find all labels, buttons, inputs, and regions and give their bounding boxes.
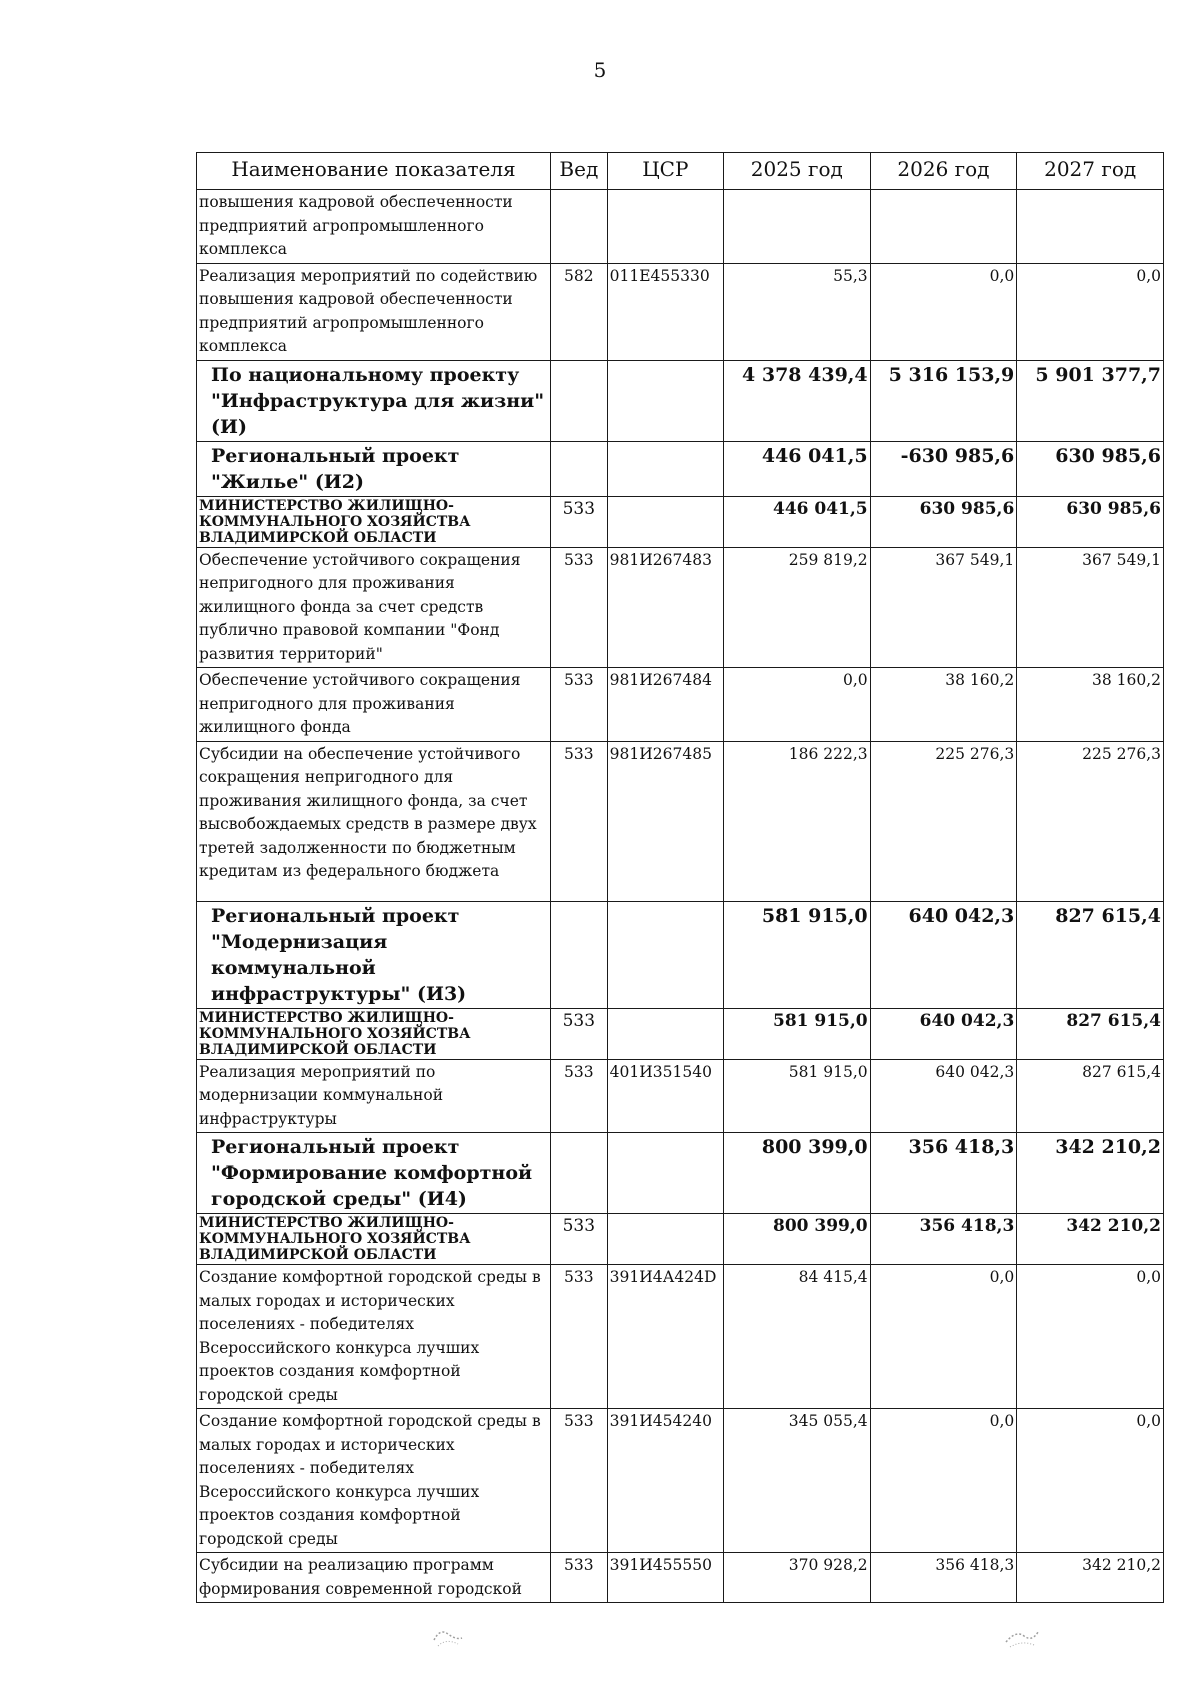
cell-ved: 533 <box>551 1008 608 1059</box>
cell-ved: 533 <box>551 1059 608 1133</box>
table-row <box>197 360 1164 441</box>
cell-year-2025 <box>723 190 870 264</box>
cell-ved: 582 <box>551 263 608 360</box>
cell-indicator-name: Субсидии на реализацию программ формирования современной городской <box>197 1553 551 1603</box>
cell-year-2026: 5 316 153,9 <box>870 360 1017 441</box>
cell-year-2026: 225 276,3 <box>870 741 1017 901</box>
table-row <box>197 668 1164 742</box>
cell-csr: 981И267484 <box>607 668 723 742</box>
cell-indicator-name: МИНИСТЕРСТВО ЖИЛИЩНО-КОММУНАЛЬНОГО ХОЗЯЙСТВА ВЛАДИМИРСКОЙ ОБЛАСТИ <box>197 1214 551 1265</box>
cell-year-2026: 640 042,3 <box>870 1059 1017 1133</box>
header-ved: Вед <box>551 153 608 190</box>
cell-year-2026: 367 549,1 <box>870 547 1017 668</box>
cell-year-2026: 38 160,2 <box>870 668 1017 742</box>
cell-year-2027: 827 615,4 <box>1017 1008 1164 1059</box>
cell-year-2027: 225 276,3 <box>1017 741 1164 901</box>
table-row <box>197 441 1164 496</box>
cell-csr <box>607 496 723 547</box>
table-header-row <box>197 153 1164 190</box>
cell-csr <box>607 441 723 496</box>
page-number: 5 <box>593 58 607 82</box>
cell-indicator-name: Субсидии на обеспечение устойчивого сокращения непригодного для проживания жилищного фонда, за счет высвобождаемых средств в размере двух третей задолженности по бюджетным кредитам из федерального бюджета <box>197 741 551 901</box>
cell-ved: 533 <box>551 741 608 901</box>
cell-ved <box>551 441 608 496</box>
cell-ved: 533 <box>551 1214 608 1265</box>
cell-year-2025: 800 399,0 <box>723 1133 870 1214</box>
cell-year-2025: 581 915,0 <box>723 1059 870 1133</box>
cell-indicator-name: Создание комфортной городской среды в малых городах и исторических поселениях - победителях Всероссийского конкурса лучших проектов создания комфортной городской среды <box>197 1265 551 1409</box>
cell-year-2025: 0,0 <box>723 668 870 742</box>
table-row <box>197 741 1164 901</box>
cell-indicator-name: повышения кадровой обеспеченности предприятий агропромышленного комплекса <box>197 190 551 264</box>
cell-year-2027: 342 210,2 <box>1017 1133 1164 1214</box>
table-row <box>197 1059 1164 1133</box>
cell-indicator-name: Обеспечение устойчивого сокращения непригодного для проживания жилищного фонда <box>197 668 551 742</box>
cell-indicator-name: Обеспечение устойчивого сокращения непригодного для проживания жилищного фонда за счет средств публично правовой компании "Фонд развития территорий" <box>197 547 551 668</box>
table-row <box>197 496 1164 547</box>
cell-csr <box>607 190 723 264</box>
cell-year-2025: 84 415,4 <box>723 1265 870 1409</box>
cell-year-2027: 0,0 <box>1017 1409 1164 1553</box>
table-row <box>197 1265 1164 1409</box>
cell-year-2026: 356 418,3 <box>870 1553 1017 1603</box>
table-body <box>197 190 1164 1603</box>
cell-year-2025: 4 378 439,4 <box>723 360 870 441</box>
cell-ved: 533 <box>551 547 608 668</box>
header-year-2027: 2027 год <box>1017 153 1164 190</box>
cell-indicator-name: Региональный проект "Модернизация коммунальной инфраструктуры" (И3) <box>197 901 551 1008</box>
budget-table-container <box>196 152 1164 1603</box>
cell-indicator-name: Создание комфортной городской среды в малых городах и исторических поселениях - победителях Всероссийского конкурса лучших проектов создания комфортной городской среды <box>197 1409 551 1553</box>
cell-year-2026: 630 985,6 <box>870 496 1017 547</box>
cell-ved <box>551 901 608 1008</box>
scan-smudge-mark <box>1002 1620 1040 1650</box>
cell-indicator-name: По национальному проекту "Инфраструктура для жизни" (И) <box>197 360 551 441</box>
cell-year-2025: 581 915,0 <box>723 901 870 1008</box>
cell-year-2027: 0,0 <box>1017 263 1164 360</box>
table-row <box>197 547 1164 668</box>
cell-year-2027: 827 615,4 <box>1017 901 1164 1008</box>
header-csr: ЦСР <box>607 153 723 190</box>
cell-year-2025: 581 915,0 <box>723 1008 870 1059</box>
cell-indicator-name: МИНИСТЕРСТВО ЖИЛИЩНО-КОММУНАЛЬНОГО ХОЗЯЙСТВА ВЛАДИМИРСКОЙ ОБЛАСТИ <box>197 496 551 547</box>
table-row <box>197 1008 1164 1059</box>
cell-year-2027: 38 160,2 <box>1017 668 1164 742</box>
cell-year-2026: -630 985,6 <box>870 441 1017 496</box>
cell-indicator-name: Реализация мероприятий по модернизации коммунальной инфраструктуры <box>197 1059 551 1133</box>
cell-year-2026 <box>870 190 1017 264</box>
cell-year-2026: 0,0 <box>870 263 1017 360</box>
cell-indicator-name: Региональный проект "Жилье" (И2) <box>197 441 551 496</box>
cell-year-2026: 640 042,3 <box>870 1008 1017 1059</box>
cell-ved: 533 <box>551 496 608 547</box>
cell-year-2025: 55,3 <box>723 263 870 360</box>
cell-csr: 981И267483 <box>607 547 723 668</box>
cell-year-2026: 0,0 <box>870 1265 1017 1409</box>
cell-year-2026: 356 418,3 <box>870 1133 1017 1214</box>
cell-year-2025: 370 928,2 <box>723 1553 870 1603</box>
cell-year-2027 <box>1017 190 1164 264</box>
cell-year-2027: 342 210,2 <box>1017 1553 1164 1603</box>
cell-year-2027: 5 901 377,7 <box>1017 360 1164 441</box>
table-row <box>197 190 1164 264</box>
cell-ved: 533 <box>551 1553 608 1603</box>
cell-csr: 391И454240 <box>607 1409 723 1553</box>
cell-indicator-name: Региональный проект "Формирование комфортной городской среды" (И4) <box>197 1133 551 1214</box>
cell-year-2027: 827 615,4 <box>1017 1059 1164 1133</box>
cell-csr <box>607 360 723 441</box>
cell-csr <box>607 1008 723 1059</box>
cell-csr <box>607 901 723 1008</box>
cell-ved <box>551 190 608 264</box>
table-row <box>197 1214 1164 1265</box>
cell-ved <box>551 1133 608 1214</box>
cell-year-2026: 0,0 <box>870 1409 1017 1553</box>
cell-year-2027: 342 210,2 <box>1017 1214 1164 1265</box>
cell-year-2025: 446 041,5 <box>723 496 870 547</box>
cell-csr: 981И267485 <box>607 741 723 901</box>
table-row <box>197 1133 1164 1214</box>
table-row <box>197 263 1164 360</box>
cell-year-2026: 640 042,3 <box>870 901 1017 1008</box>
cell-ved <box>551 360 608 441</box>
cell-ved: 533 <box>551 1409 608 1553</box>
cell-year-2027: 367 549,1 <box>1017 547 1164 668</box>
cell-ved: 533 <box>551 1265 608 1409</box>
scan-smudge-mark <box>428 1620 466 1650</box>
cell-csr <box>607 1214 723 1265</box>
header-indicator-name: Наименование показателя <box>197 153 551 190</box>
cell-year-2027: 630 985,6 <box>1017 441 1164 496</box>
cell-year-2026: 356 418,3 <box>870 1214 1017 1265</box>
cell-csr: 401И351540 <box>607 1059 723 1133</box>
cell-year-2025: 800 399,0 <box>723 1214 870 1265</box>
cell-indicator-name: Реализация мероприятий по содействию повышения кадровой обеспеченности предприятий агропромышленного комплекса <box>197 263 551 360</box>
cell-ved: 533 <box>551 668 608 742</box>
cell-year-2025: 186 222,3 <box>723 741 870 901</box>
cell-year-2027: 0,0 <box>1017 1265 1164 1409</box>
header-year-2026: 2026 год <box>870 153 1017 190</box>
table-row <box>197 1553 1164 1603</box>
cell-year-2025: 259 819,2 <box>723 547 870 668</box>
cell-year-2027: 630 985,6 <box>1017 496 1164 547</box>
cell-year-2025: 345 055,4 <box>723 1409 870 1553</box>
cell-csr: 391И455550 <box>607 1553 723 1603</box>
cell-indicator-name: МИНИСТЕРСТВО ЖИЛИЩНО-КОММУНАЛЬНОГО ХОЗЯЙСТВА ВЛАДИМИРСКОЙ ОБЛАСТИ <box>197 1008 551 1059</box>
cell-year-2025: 446 041,5 <box>723 441 870 496</box>
budget-table <box>196 152 1164 1603</box>
cell-csr <box>607 1133 723 1214</box>
header-year-2025: 2025 год <box>723 153 870 190</box>
cell-csr: 391И4А424D <box>607 1265 723 1409</box>
table-row <box>197 901 1164 1008</box>
table-row <box>197 1409 1164 1553</box>
cell-csr: 011E455330 <box>607 263 723 360</box>
